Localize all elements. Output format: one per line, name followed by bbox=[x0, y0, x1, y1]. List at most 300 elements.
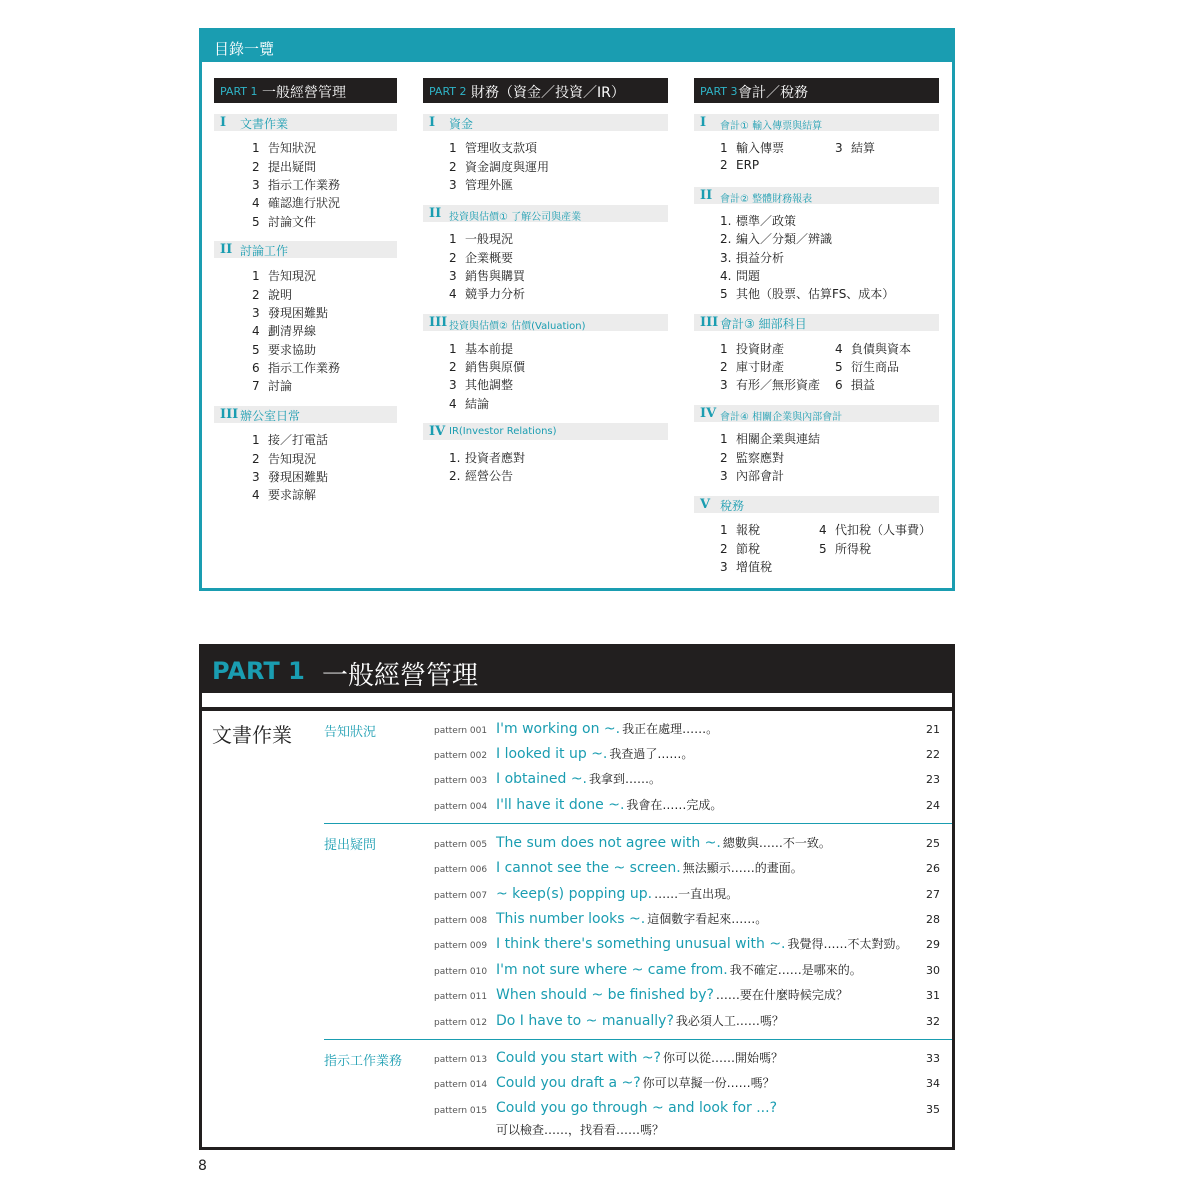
toc-item-number: 5 bbox=[819, 542, 827, 556]
toc-item bbox=[720, 558, 772, 575]
toc-item bbox=[252, 468, 328, 485]
pattern-english-text: I obtained ~. bbox=[496, 771, 587, 787]
toc-item-number: 4 bbox=[449, 287, 457, 301]
pattern-english bbox=[496, 986, 848, 1003]
pattern-row bbox=[202, 858, 952, 882]
section-header bbox=[423, 423, 668, 440]
pattern-page: 29 bbox=[926, 938, 940, 951]
toc-item bbox=[252, 194, 340, 211]
toc-item-number: 4 bbox=[449, 397, 457, 411]
toc-item-label: 相關企業與連結 bbox=[736, 432, 821, 446]
toc-item bbox=[720, 430, 820, 447]
part-title: 一般經營管理 bbox=[262, 85, 346, 101]
section-roman-numeral: I bbox=[429, 115, 436, 130]
toc-item bbox=[252, 450, 316, 467]
pattern-page: 33 bbox=[926, 1052, 940, 1065]
pattern-english-text: The sum does not agree with ~. bbox=[496, 835, 721, 851]
pattern-id: pattern 013 bbox=[434, 1055, 488, 1065]
pattern-english bbox=[496, 720, 718, 737]
toc-item-number: 3 bbox=[252, 470, 260, 484]
toc-item bbox=[252, 377, 292, 394]
toc-item-number: 1 bbox=[449, 232, 457, 246]
toc-item bbox=[449, 176, 513, 193]
section-header bbox=[423, 205, 668, 222]
toc-item-number: 3 bbox=[720, 469, 728, 483]
section-label: 投資與估價① 了解公司與產業 bbox=[449, 212, 582, 223]
toc-item-number: 3 bbox=[720, 378, 728, 392]
toc-item-label: 其他調整 bbox=[465, 378, 514, 392]
toc-item-label: 發現困難點 bbox=[268, 306, 329, 320]
pattern-english bbox=[496, 834, 831, 851]
pattern-row bbox=[202, 719, 952, 743]
toc-item-label: 銷售與購買 bbox=[465, 269, 526, 283]
toc-item-number: 2 bbox=[720, 360, 728, 374]
toc-item-number: 6 bbox=[835, 378, 843, 392]
pattern-page: 32 bbox=[926, 1015, 940, 1028]
section-roman-numeral: II bbox=[220, 242, 233, 257]
toc-item bbox=[252, 341, 316, 358]
pattern-english-text: I'm not sure where ~ came from. bbox=[496, 962, 728, 978]
pattern-english bbox=[496, 859, 803, 876]
toc-item-label: 衍生商品 bbox=[851, 360, 900, 374]
toc-item bbox=[449, 376, 513, 393]
toc-item-number: 2 bbox=[720, 542, 728, 556]
toc-item-number: 4 bbox=[252, 488, 260, 502]
toc-item-label: 編入／分類／辨識 bbox=[736, 232, 833, 246]
toc-item-label: 競爭力分析 bbox=[465, 287, 526, 301]
toc-item-label: 監察應對 bbox=[736, 451, 785, 465]
toc-item-label: 增值稅 bbox=[736, 560, 773, 574]
toc-item-number: 5 bbox=[252, 343, 260, 357]
pattern-english bbox=[496, 910, 767, 927]
section-header bbox=[694, 496, 939, 513]
pattern-english bbox=[496, 961, 862, 978]
pattern-id: pattern 004 bbox=[434, 802, 488, 812]
toc-item-number: 1 bbox=[720, 342, 728, 356]
section-label: 會計① 輸入傳票與結算 bbox=[720, 121, 823, 132]
pattern-row bbox=[202, 934, 952, 958]
section-label: 會計③ 細部科目 bbox=[720, 317, 807, 331]
toc-item bbox=[449, 395, 489, 412]
toc-item-label: 管理外匯 bbox=[465, 178, 514, 192]
toc-item-number: 4 bbox=[819, 523, 827, 537]
toc-item bbox=[252, 286, 292, 303]
pattern-page: 27 bbox=[926, 888, 940, 901]
toc-item-number: 1 bbox=[720, 141, 728, 155]
pattern-row bbox=[202, 960, 952, 984]
toc-item bbox=[720, 249, 784, 266]
part-number: PART 2 bbox=[429, 85, 467, 98]
section-header bbox=[694, 405, 939, 422]
toc-item bbox=[252, 304, 328, 321]
toc-column-part3 bbox=[694, 78, 939, 103]
toc-item bbox=[449, 340, 513, 357]
toc-item-number: 5 bbox=[252, 215, 260, 229]
pattern-chinese: 總數與……不一致。 bbox=[722, 836, 831, 850]
toc-item-label: 有形／無形資產 bbox=[736, 378, 821, 392]
topic-divider bbox=[324, 1039, 952, 1040]
pattern-row bbox=[202, 769, 952, 793]
toc-item bbox=[252, 486, 316, 503]
toc-item-number: 5 bbox=[835, 360, 843, 374]
toc-item-number: 3 bbox=[449, 378, 457, 392]
pattern-page: 22 bbox=[926, 748, 940, 761]
toc-item-label: 損益 bbox=[851, 378, 876, 392]
toc-item-label: 銷售與原價 bbox=[465, 360, 526, 374]
toc-item bbox=[449, 267, 525, 284]
toc-item-number: 2 bbox=[720, 158, 728, 172]
pattern-chinese: 你可以草擬一份……嗎？ bbox=[642, 1076, 775, 1090]
section-header bbox=[214, 241, 397, 258]
toc-item-label: 一般現況 bbox=[465, 232, 514, 246]
pattern-chinese: 我不確定……是哪來的。 bbox=[729, 963, 862, 977]
pattern-chinese: ……一直出現。 bbox=[654, 887, 739, 901]
pattern-id: pattern 011 bbox=[434, 992, 488, 1002]
pattern-english-text: I looked it up ~. bbox=[496, 746, 608, 762]
pattern-chinese: 我正在處理……。 bbox=[622, 722, 719, 736]
section-label: 文書作業 bbox=[240, 117, 289, 131]
toc-item bbox=[449, 230, 513, 247]
pattern-row bbox=[202, 884, 952, 908]
part1-header bbox=[202, 647, 952, 693]
pattern-english-text: Could you start with ~? bbox=[496, 1050, 661, 1066]
toc-item-number: 3 bbox=[449, 178, 457, 192]
pattern-chinese: 無法顯示……的畫面。 bbox=[682, 861, 803, 875]
pattern-chinese: 我拿到……。 bbox=[589, 772, 662, 786]
toc-item-label: 節稅 bbox=[736, 542, 761, 556]
toc-item-label: 要求諒解 bbox=[268, 488, 317, 502]
part-title: 會計／稅務 bbox=[738, 85, 808, 101]
pattern-row bbox=[202, 1099, 952, 1137]
toc-item-number: 4 bbox=[835, 342, 843, 356]
toc-item bbox=[720, 358, 784, 375]
section-title: 文書作業 bbox=[212, 723, 292, 747]
pattern-english bbox=[496, 796, 722, 813]
pattern-english bbox=[496, 770, 661, 787]
toc-item-label: 告知狀況 bbox=[268, 141, 317, 155]
pattern-id: pattern 007 bbox=[434, 891, 488, 901]
header-band bbox=[202, 693, 952, 707]
pattern-english-text: Could you draft a ~? bbox=[496, 1075, 641, 1091]
pattern-row bbox=[202, 985, 952, 1009]
toc-item bbox=[720, 521, 760, 538]
toc-item-number: 2 bbox=[449, 251, 457, 265]
pattern-page: 26 bbox=[926, 862, 940, 875]
toc-item-number: 1 bbox=[449, 141, 457, 155]
part-title: 財務（資金／投資／IR） bbox=[471, 85, 625, 101]
toc-item bbox=[720, 540, 760, 557]
toc-item bbox=[720, 449, 784, 466]
toc-item bbox=[449, 249, 513, 266]
pattern-row bbox=[202, 909, 952, 933]
toc-item-label: 討論 bbox=[268, 379, 293, 393]
pattern-row bbox=[202, 833, 952, 857]
section-roman-numeral: I bbox=[700, 115, 707, 130]
toc-item-label: 告知現況 bbox=[268, 452, 317, 466]
toc-item-label: 劃清界線 bbox=[268, 324, 317, 338]
part-header bbox=[214, 78, 397, 103]
toc-item bbox=[819, 540, 871, 557]
toc-item-number: 7 bbox=[252, 379, 260, 393]
pattern-id: pattern 015 bbox=[434, 1106, 488, 1116]
pattern-english bbox=[496, 885, 738, 902]
toc-item bbox=[252, 431, 328, 448]
pattern-english bbox=[496, 1100, 779, 1116]
toc-item-label: 代扣稅（人事費） bbox=[835, 523, 932, 537]
toc-item bbox=[252, 322, 316, 339]
toc-item-label: 指示工作業務 bbox=[268, 178, 341, 192]
section-header bbox=[214, 114, 397, 131]
section-label: 稅務 bbox=[720, 499, 745, 513]
toc-item-label: 所得稅 bbox=[835, 542, 872, 556]
toc-item bbox=[720, 267, 760, 284]
part-header bbox=[423, 78, 668, 103]
toc-item-number: 1 bbox=[252, 433, 260, 447]
toc-title: 目錄一覽 bbox=[214, 40, 275, 58]
toc-item-label: 其他（股票、估算FS、成本） bbox=[736, 287, 895, 301]
toc-item bbox=[252, 359, 340, 376]
toc-item bbox=[449, 285, 525, 302]
pattern-english bbox=[496, 935, 908, 952]
toc-item-label: 經營公告 bbox=[465, 469, 514, 483]
pattern-page: 28 bbox=[926, 913, 940, 926]
toc-item-label: 結算 bbox=[851, 141, 876, 155]
toc-item-label: 資金調度與運用 bbox=[465, 160, 550, 174]
section-label: 投資與估價② 估價(Valuation) bbox=[449, 321, 586, 332]
toc-item bbox=[720, 230, 832, 247]
toc-item-label: 基本前提 bbox=[465, 342, 514, 356]
toc-item-label: 問題 bbox=[736, 269, 761, 283]
toc-item bbox=[720, 212, 796, 229]
toc-item-label: 告知現況 bbox=[268, 269, 317, 283]
pattern-row bbox=[202, 1011, 952, 1035]
toc-item-number: 3 bbox=[252, 306, 260, 320]
pattern-english bbox=[496, 1049, 783, 1066]
part-number: PART 1 bbox=[220, 85, 258, 98]
section-label: 會計④ 相關企業與內部會計 bbox=[720, 412, 843, 423]
pattern-page: 21 bbox=[926, 723, 940, 736]
section-roman-numeral: III bbox=[220, 407, 239, 422]
toc-item-label: 報稅 bbox=[736, 523, 761, 537]
pattern-chinese: 我覺得……不太對勁。 bbox=[787, 937, 908, 951]
toc-item-label: ERP bbox=[736, 158, 760, 172]
toc-item bbox=[720, 158, 759, 172]
pattern-english-text: I cannot see the ~ screen. bbox=[496, 860, 681, 876]
pattern-english bbox=[496, 745, 693, 762]
section-header bbox=[694, 187, 939, 204]
toc-item-label: 標準／政策 bbox=[736, 214, 797, 228]
pattern-id: pattern 009 bbox=[434, 941, 488, 951]
section-header bbox=[694, 314, 939, 331]
toc-item-label: 輸入傳票 bbox=[736, 141, 785, 155]
toc-item-number: 1 bbox=[720, 523, 728, 537]
pattern-row bbox=[202, 744, 952, 768]
toc-item bbox=[720, 376, 820, 393]
toc-item bbox=[449, 467, 513, 484]
pattern-chinese: 這個數字看起來……。 bbox=[647, 912, 768, 926]
pattern-chinese: 我會在……完成。 bbox=[626, 798, 723, 812]
toc-item bbox=[720, 139, 784, 156]
header-divider bbox=[202, 707, 952, 711]
toc-item bbox=[252, 213, 316, 230]
toc-item-label: 管理收支款項 bbox=[465, 141, 538, 155]
toc-item bbox=[835, 340, 911, 357]
section-label: 辦公室日常 bbox=[240, 409, 301, 423]
toc-item-label: 庫寸財產 bbox=[736, 360, 785, 374]
section-roman-numeral: II bbox=[700, 188, 713, 203]
toc-item bbox=[449, 449, 525, 466]
topic-label: 指示工作業務 bbox=[324, 1054, 403, 1069]
pattern-id: pattern 006 bbox=[434, 865, 488, 875]
section-header bbox=[423, 114, 668, 131]
pattern-page: 23 bbox=[926, 773, 940, 786]
toc-header bbox=[202, 31, 952, 62]
toc-item-number: 3 bbox=[720, 560, 728, 574]
pattern-chinese: 我必須人工……嗎？ bbox=[675, 1014, 784, 1028]
pattern-page: 24 bbox=[926, 799, 940, 812]
pattern-english-text: I'm working on ~. bbox=[496, 721, 621, 737]
section-roman-numeral: III bbox=[429, 315, 448, 330]
pattern-row bbox=[202, 1048, 952, 1072]
toc-item-label: 發現困難點 bbox=[268, 470, 329, 484]
part1-number: PART 1 bbox=[212, 657, 305, 685]
pattern-id: pattern 002 bbox=[434, 751, 488, 761]
toc-item-label: 投資者應對 bbox=[465, 451, 526, 465]
pattern-chinese: 我查過了……。 bbox=[609, 747, 694, 761]
toc-item-number: 1 bbox=[449, 342, 457, 356]
toc-item-number: 1. bbox=[720, 214, 732, 228]
toc-item-number: 3 bbox=[252, 178, 260, 192]
toc-item-number: 2 bbox=[449, 360, 457, 374]
toc-item-number: 2 bbox=[252, 452, 260, 466]
pattern-english-text: When should ~ be finished by? bbox=[496, 987, 714, 1003]
toc-item-label: 投資財產 bbox=[736, 342, 785, 356]
toc-item-number: 2 bbox=[720, 451, 728, 465]
toc-item bbox=[819, 521, 931, 538]
section-label: IR(Investor Relations) bbox=[449, 426, 557, 437]
toc-item bbox=[720, 467, 784, 484]
toc-item-number: 2 bbox=[449, 160, 457, 174]
pattern-id: pattern 005 bbox=[434, 840, 488, 850]
pattern-english-text: I'll have it done ~. bbox=[496, 797, 625, 813]
section-roman-numeral: V bbox=[700, 497, 711, 512]
section-label: 資金 bbox=[449, 117, 474, 131]
section-roman-numeral: III bbox=[700, 315, 719, 330]
pattern-row bbox=[202, 1073, 952, 1097]
pattern-id: pattern 003 bbox=[434, 776, 488, 786]
toc-item-label: 提出疑問 bbox=[268, 160, 317, 174]
toc-item-number: 3 bbox=[835, 141, 843, 155]
toc-item-label: 接／打電話 bbox=[268, 433, 329, 447]
toc-item-label: 企業概要 bbox=[465, 251, 514, 265]
toc-item-label: 討論文件 bbox=[268, 215, 317, 229]
toc-item-number: 4 bbox=[252, 196, 260, 210]
pattern-page: 25 bbox=[926, 837, 940, 850]
section-roman-numeral: IV bbox=[429, 424, 446, 439]
toc-column-part1 bbox=[214, 78, 397, 103]
toc-column-part2 bbox=[423, 78, 668, 103]
topic-label: 告知狀況 bbox=[324, 725, 377, 740]
toc-item-number: 6 bbox=[252, 361, 260, 375]
toc-item bbox=[449, 158, 549, 175]
section-header bbox=[694, 114, 939, 131]
toc-item-number: 1 bbox=[252, 141, 260, 155]
pattern-english-text: This number looks ~. bbox=[496, 911, 646, 927]
toc-item bbox=[252, 158, 316, 175]
pattern-english-text: I think there's something unusual with ~. bbox=[496, 936, 786, 952]
toc-item-label: 內部會計 bbox=[736, 469, 785, 483]
toc-item bbox=[835, 376, 875, 393]
toc-item-number: 4 bbox=[252, 324, 260, 338]
pattern-english-text: ~ keep(s) popping up. bbox=[496, 886, 653, 902]
toc-item-label: 說明 bbox=[268, 288, 293, 302]
toc-item-label: 損益分析 bbox=[736, 251, 785, 265]
toc-item bbox=[449, 139, 537, 156]
part1-title: 一般經營管理 bbox=[322, 661, 479, 691]
toc-item-number: 3. bbox=[720, 251, 732, 265]
toc-item-number: 2 bbox=[252, 160, 260, 174]
topic-divider bbox=[324, 823, 952, 824]
toc-item bbox=[720, 285, 894, 302]
pattern-id: pattern 008 bbox=[434, 916, 488, 926]
pattern-english-text: Do I have to ~ manually? bbox=[496, 1013, 674, 1029]
section-label: 討論工作 bbox=[240, 244, 289, 258]
part-header bbox=[694, 78, 939, 103]
toc-item-label: 指示工作業務 bbox=[268, 361, 341, 375]
toc-item-number: 1. bbox=[449, 451, 461, 465]
pattern-english bbox=[496, 1074, 775, 1091]
pattern-row bbox=[202, 795, 952, 819]
part1-box bbox=[199, 644, 955, 1150]
toc-item-label: 負債與資本 bbox=[851, 342, 912, 356]
toc-item-number: 1 bbox=[252, 269, 260, 283]
pattern-english-text: Could you go through ~ and look for ...? bbox=[496, 1100, 778, 1116]
toc-item-number: 5 bbox=[720, 287, 728, 301]
section-roman-numeral: I bbox=[220, 115, 227, 130]
toc-item bbox=[252, 176, 340, 193]
toc-item bbox=[835, 358, 899, 375]
pattern-chinese-line2: 可以檢查……，找看看……嗎？ bbox=[496, 1123, 665, 1137]
pattern-page: 30 bbox=[926, 964, 940, 977]
section-roman-numeral: II bbox=[429, 206, 442, 221]
topic-label: 提出疑問 bbox=[324, 838, 377, 853]
toc-item bbox=[252, 139, 316, 156]
pattern-chinese: 你可以從……開始嗎？ bbox=[663, 1051, 784, 1065]
toc-item-number: 3 bbox=[449, 269, 457, 283]
pattern-english bbox=[496, 1012, 784, 1029]
pattern-id: pattern 010 bbox=[434, 967, 488, 977]
toc-item-number: 2. bbox=[449, 469, 461, 483]
toc-box bbox=[199, 28, 955, 591]
toc-item-label: 要求協助 bbox=[268, 343, 317, 357]
toc-item-number: 2. bbox=[720, 232, 732, 246]
section-header bbox=[423, 314, 668, 331]
pattern-id: pattern 014 bbox=[434, 1080, 488, 1090]
toc-item bbox=[449, 358, 525, 375]
pattern-chinese: ……要在什麼時候完成？ bbox=[715, 988, 848, 1002]
part-number: PART 3 bbox=[700, 85, 738, 98]
section-header bbox=[214, 406, 397, 423]
pattern-page: 34 bbox=[926, 1077, 940, 1090]
toc-item bbox=[252, 267, 316, 284]
page-number: 8 bbox=[198, 1158, 207, 1174]
pattern-page: 31 bbox=[926, 989, 940, 1002]
section-label: 會計② 整體財務報表 bbox=[720, 194, 813, 205]
toc-item-number: 4. bbox=[720, 269, 732, 283]
toc-item bbox=[720, 340, 784, 357]
section-roman-numeral: IV bbox=[700, 406, 717, 421]
pattern-id: pattern 012 bbox=[434, 1018, 488, 1028]
